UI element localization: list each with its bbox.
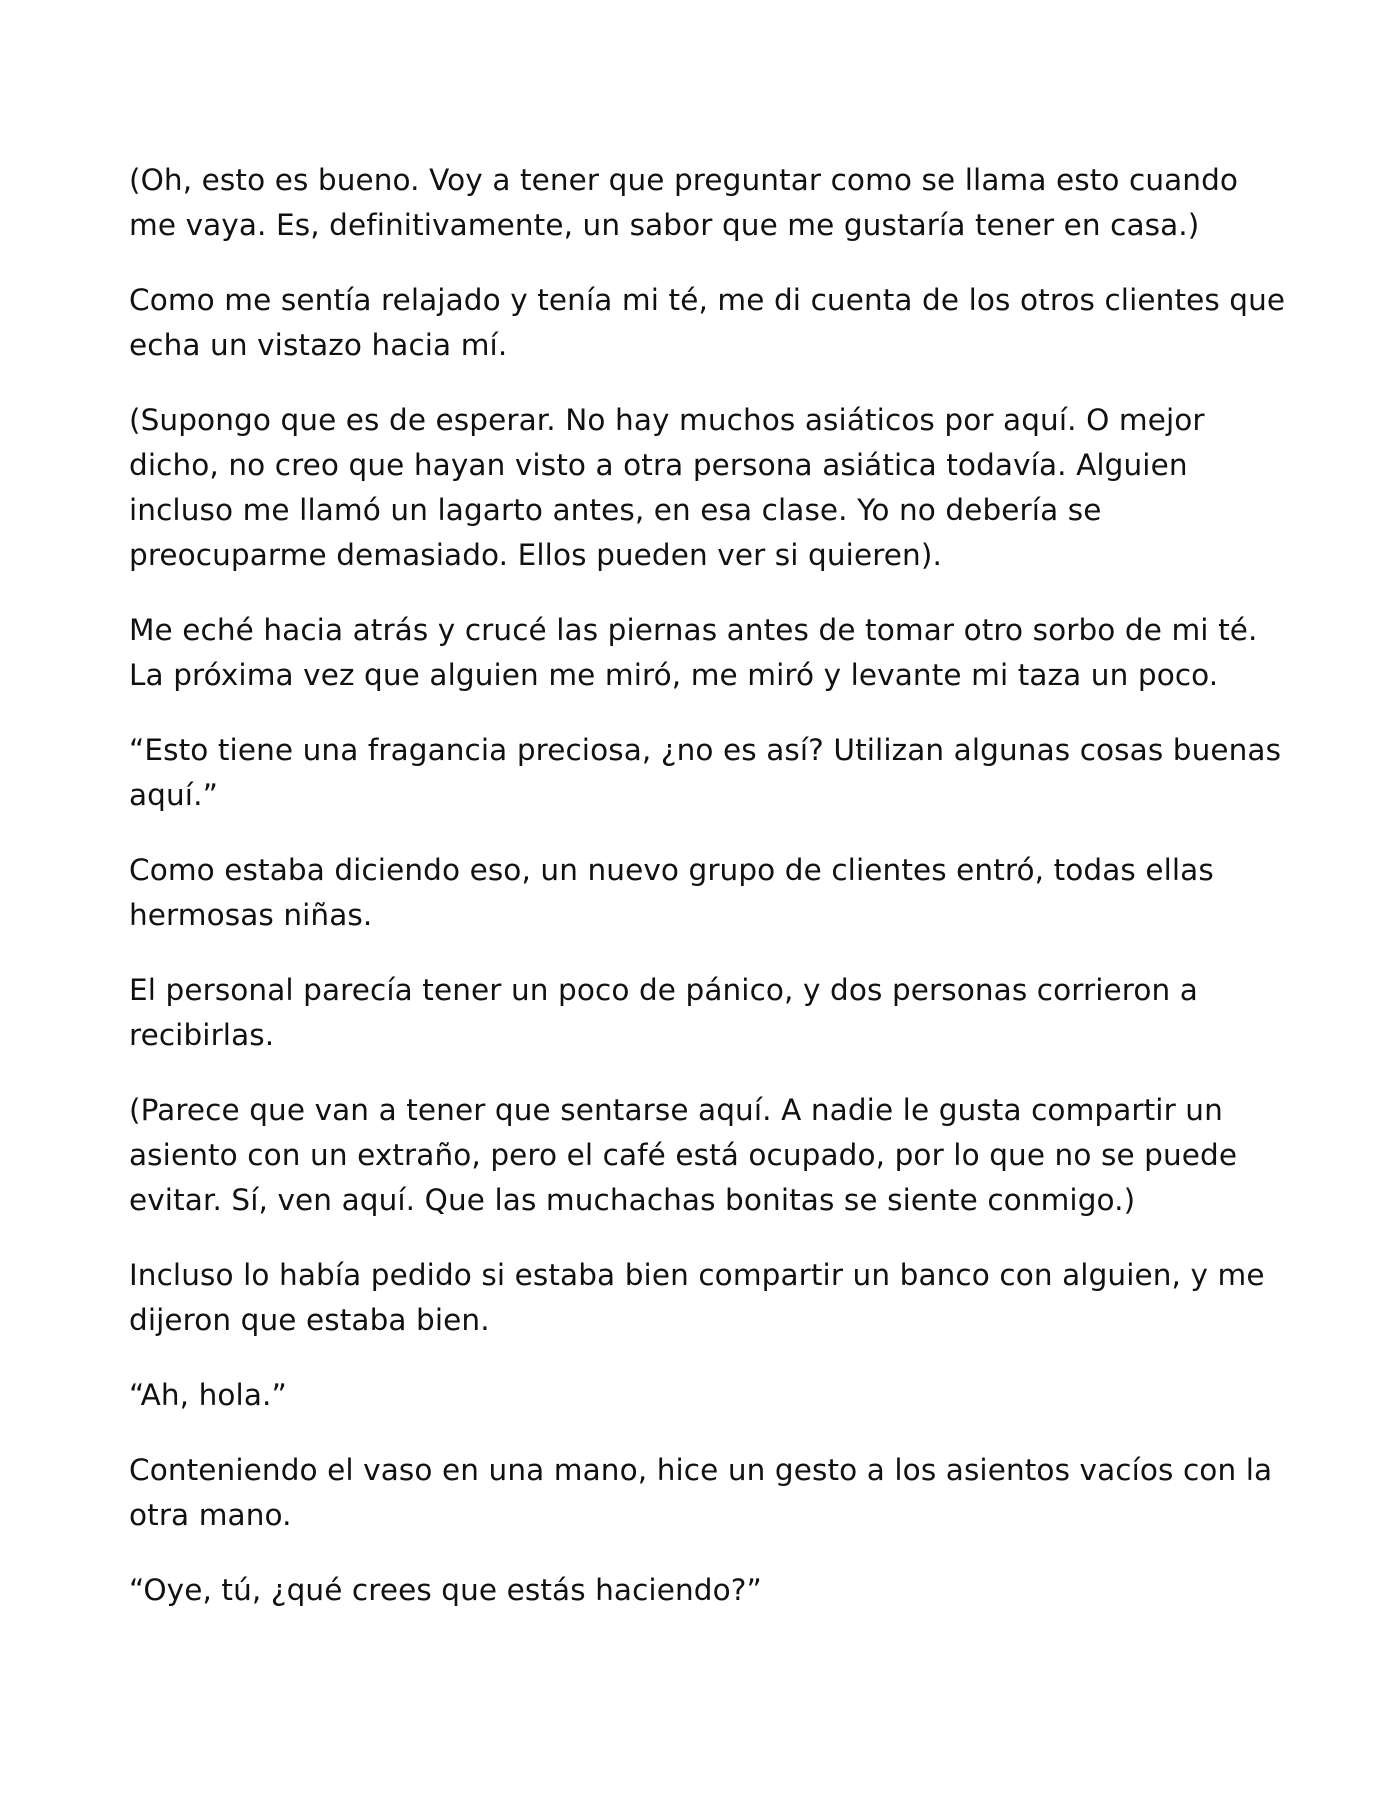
paragraph: (Supongo que es de esperar. No hay muchos asiáticos por aquí. O mejor dicho, no creo que hayan visto a otra persona asiática todavía. Alguien incluso me llamó un lagarto antes, en esa clase. Yo no debería se preocuparme demasiado. Ellos pueden ver si quieren). bbox=[129, 403, 1205, 572]
document-body bbox=[129, 158, 1289, 1643]
paragraph: “Esto tiene una fragancia preciosa, ¿no es así? Utilizan algunas cosas buenas aquí.” bbox=[129, 733, 1282, 812]
paragraph: (Oh, esto es bueno. Voy a tener que preguntar como se llama esto cuando me vaya. Es, definitivamente, un sabor que me gustaría tener en casa.) bbox=[129, 163, 1239, 242]
paragraph: Conteniendo el vaso en una mano, hice un gesto a los asientos vacíos con la otra mano. bbox=[129, 1453, 1273, 1532]
paragraph: El personal parecía tener un poco de pánico, y dos personas corrieron a recibirlas. bbox=[129, 973, 1198, 1052]
paragraph: Incluso lo había pedido si estaba bien compartir un banco con alguien, y me dijeron que estaba bien. bbox=[129, 1258, 1265, 1337]
paragraph: Como me sentía relajado y tenía mi té, me di cuenta de los otros clientes que echa un vistazo hacia mí. bbox=[129, 283, 1286, 362]
paragraph: “Oye, tú, ¿qué crees que estás haciendo?” bbox=[129, 1573, 762, 1607]
paragraph: “Ah, hola.” bbox=[129, 1378, 287, 1412]
paragraph: (Parece que van a tener que sentarse aquí. A nadie le gusta compartir un asiento con un extraño, pero el café está ocupado, por lo que no se puede evitar. Sí, ven aquí. Que las muchachas bonitas se siente conmigo.) bbox=[129, 1093, 1238, 1217]
paragraph: Como estaba diciendo eso, un nuevo grupo de clientes entró, todas ellas hermosas niñas. bbox=[129, 853, 1214, 932]
paragraph: Me eché hacia atrás y crucé las piernas antes de tomar otro sorbo de mi té. La próxima vez que alguien me miró, me miró y levante mi taza un poco. bbox=[129, 613, 1258, 692]
